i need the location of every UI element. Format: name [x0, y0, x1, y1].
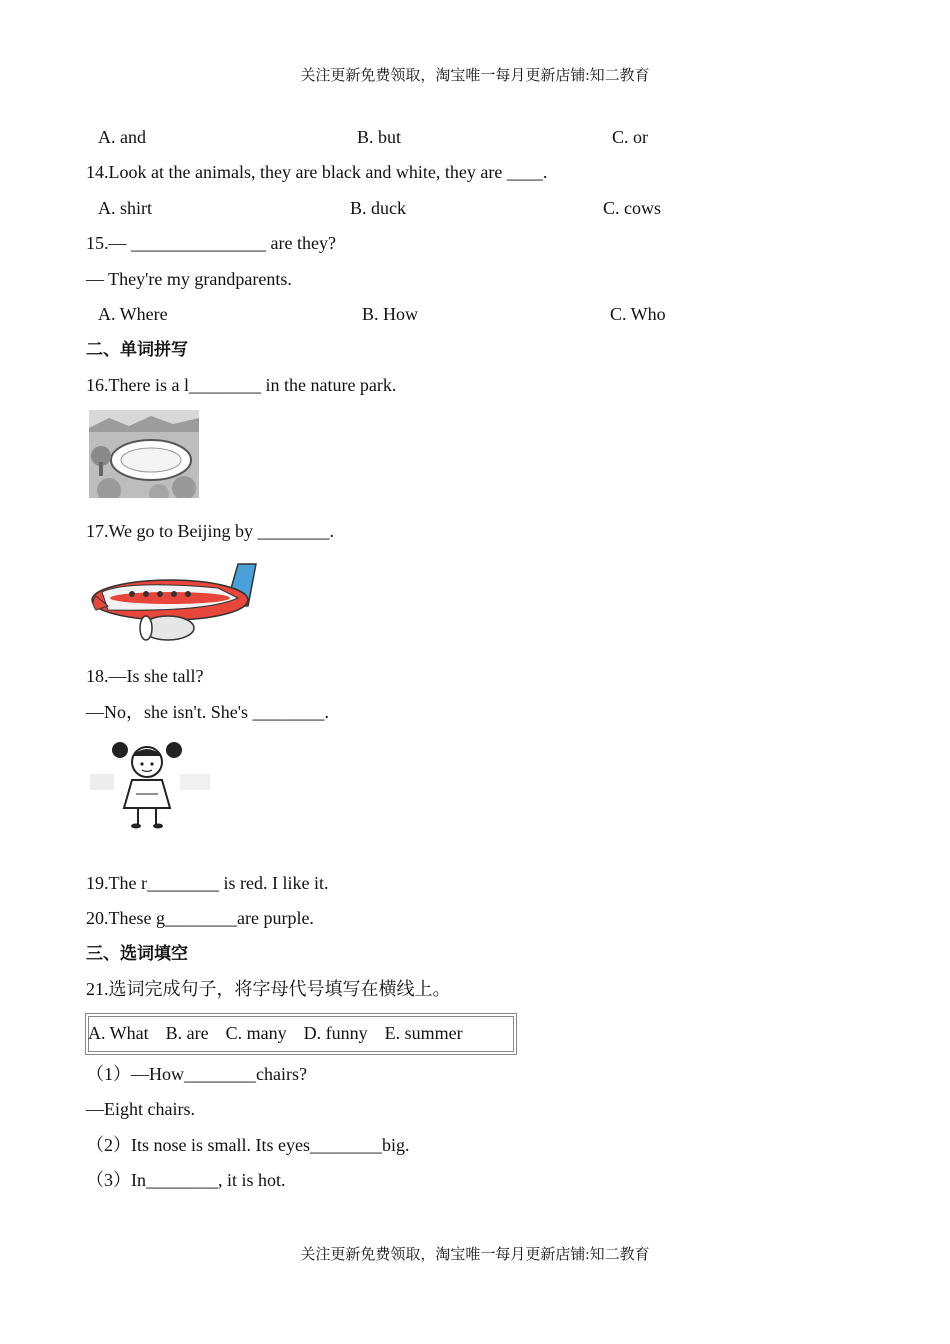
short-girl-picture	[90, 738, 210, 830]
word-bank-box	[85, 1013, 517, 1055]
q21-sentence-1-answer: —Eight chairs.	[86, 1099, 195, 1119]
q14-option-b: B. duck	[350, 198, 406, 218]
q16-question: 16.There is a l________ in the nature park.	[86, 375, 397, 395]
word-bank-item: E. summer	[384, 1023, 463, 1043]
q18-question: 18.—Is she tall?	[86, 666, 204, 686]
q19-question: 19.The r________ is red. I like it.	[86, 873, 329, 893]
q15-option-a: A. Where	[98, 304, 168, 324]
word-bank-item: C. many	[225, 1023, 287, 1043]
q13-option-a: A. and	[98, 127, 146, 147]
section-3-heading: 三、选词填空	[86, 944, 188, 964]
page-footer: 关注更新免费领取，淘宝唯一每月更新店铺:知二教育	[300, 1247, 650, 1263]
q21-sentence-2: （2）Its nose is small. Its eyes________big.	[86, 1135, 410, 1155]
q15-answer: — They're my grandparents.	[86, 269, 292, 289]
q14-question: 14.Look at the animals, they are black and white, they are ____.	[86, 162, 548, 182]
q13-option-c: C. or	[612, 127, 648, 147]
q14-option-c: C. cows	[603, 198, 661, 218]
word-bank-item: D. funny	[303, 1023, 368, 1043]
q15-question: 15.— _______________ are they?	[86, 233, 336, 253]
q15-option-c: C. Who	[610, 304, 666, 324]
page-header: 关注更新免费领取，淘宝唯一每月更新店铺:知二教育	[300, 68, 650, 84]
q18-answer: —No，she isn't. She's ________.	[86, 702, 329, 722]
q15-option-b: B. How	[362, 304, 419, 324]
word-bank-item: A. What	[88, 1023, 149, 1043]
q17-question: 17.We go to Beijing by ________.	[86, 521, 335, 541]
q21-sentence-1: （1）—How________chairs?	[86, 1064, 307, 1084]
q21-instruction: 21.选词完成句子，将字母代号填写在横线上。	[86, 979, 451, 999]
word-bank-item: B. are	[165, 1023, 209, 1043]
q20-question: 20.These g________are purple.	[86, 908, 314, 928]
section-2-heading: 二、单词拼写	[86, 340, 188, 360]
q21-sentence-3: （3）In________, it is hot.	[86, 1170, 286, 1190]
lake-picture	[89, 410, 199, 498]
q14-option-a: A. shirt	[98, 198, 152, 218]
airplane-picture	[88, 558, 258, 650]
q13-option-b: B. but	[357, 127, 402, 147]
